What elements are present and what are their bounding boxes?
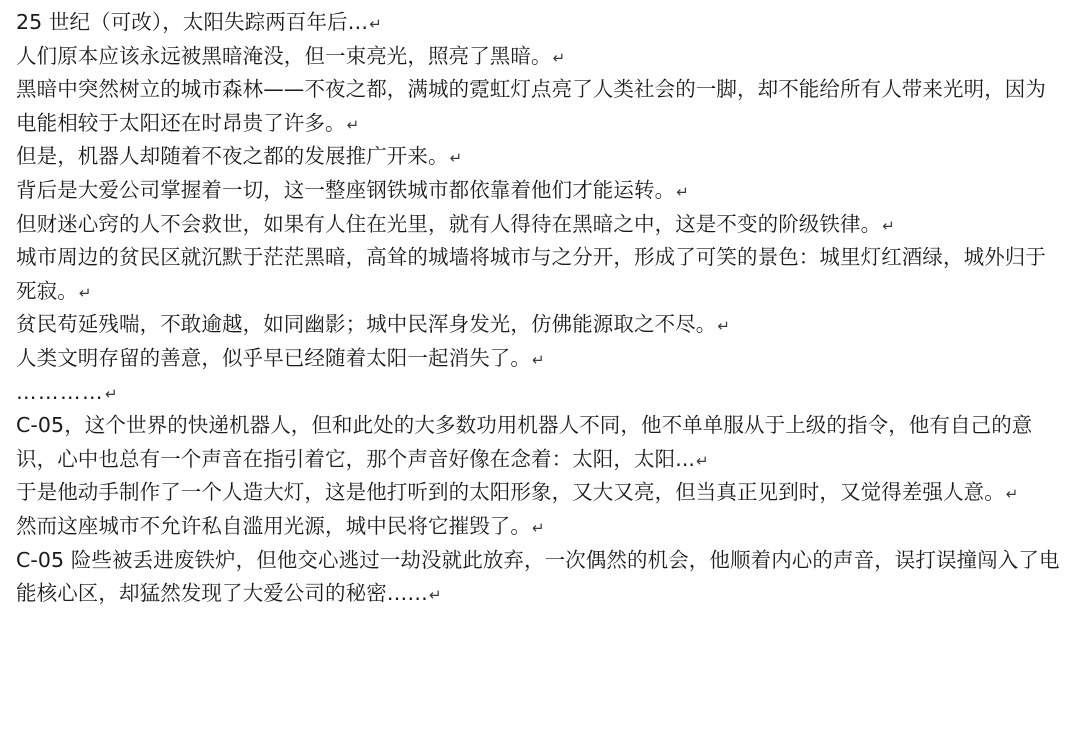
paragraph-mark: ↵ xyxy=(78,283,92,302)
paragraph xyxy=(16,40,1064,73)
paragraph-mark: ↵ xyxy=(532,519,545,538)
paragraph xyxy=(16,174,1064,207)
paragraph-mark: ↵ xyxy=(449,149,463,168)
paragraph xyxy=(16,140,1064,173)
paragraph-mark: ↵ xyxy=(105,384,120,403)
paragraph-text: 背后是大爱公司掌握着一切，这一整座钢铁城市都依靠着他们才能运转。 xyxy=(16,178,676,203)
paragraph-mark: ↵ xyxy=(532,351,545,370)
paragraph xyxy=(16,510,1064,543)
paragraph-mark: ↵ xyxy=(429,585,442,604)
paragraph-mark: ↵ xyxy=(696,451,709,470)
paragraph-text: 于是他动手制作了一个人造大灯，这是他打听到的太阳形象，又大又亮，但当真正见到时，又觉得差强人意。 xyxy=(16,480,1005,505)
document-body xyxy=(16,6,1064,610)
paragraph-text: 但是，机器人却随着不夜之都的发展推广开来。 xyxy=(16,144,449,169)
paragraph-text: 人们原本应该永远被黑暗淹没，但一束亮光，照亮了黑暗。 xyxy=(16,43,552,68)
paragraph xyxy=(16,544,1064,610)
paragraph-text: 但财迷心窍的人不会救世，如果有人住在光里，就有人得待在黑暗之中，这是不变的阶级铁律。 xyxy=(16,211,882,236)
paragraph-ellipsis xyxy=(16,376,1064,409)
paragraph-mark: ↵ xyxy=(717,317,731,336)
paragraph-mark: ↵ xyxy=(346,115,360,134)
paragraph-text: C-05，这个世界的快递机器人，但和此处的大多数功用机器人不同，他不单单服从于上级的指令，他有自己的意识，心中也总有一个声音在指引着它，那个声音好像在念着：太阳，太阳... xyxy=(16,413,1033,471)
paragraph-mark: ↵ xyxy=(882,216,895,235)
paragraph-mark: ↵ xyxy=(369,15,382,33)
paragraph xyxy=(16,241,1064,307)
paragraph-mark: ↵ xyxy=(1005,485,1019,504)
paragraph xyxy=(16,6,1064,39)
paragraph-mark: ↵ xyxy=(676,183,689,202)
paragraph xyxy=(16,342,1064,375)
paragraph-text: 城市周边的贫民区就沉默于茫茫黑暗，高耸的城墙将城市与之分开，形成了可笑的景色：城里灯红酒绿，城外归于死寂。 xyxy=(16,245,1046,303)
paragraph-text: C-05 险些被丢进废铁炉，但他交心逃过一劫没就此放弃，一次偶然的机会，他顺着内心的声音，误打误撞闯入了电能核心区，却猛然发现了大爱公司的秘密…… xyxy=(16,547,1060,605)
paragraph-text: 贫民苟延残喘，不敢逾越，如同幽影；城中民浑身发光，仿佛能源取之不尽。 xyxy=(16,312,717,337)
paragraph xyxy=(16,409,1064,475)
paragraph-mark: ↵ xyxy=(552,48,566,67)
paragraph xyxy=(16,308,1064,341)
paragraph xyxy=(16,208,1064,241)
paragraph-text: 25 世纪（可改），太阳失踪两百年后… xyxy=(16,10,369,34)
paragraph-text: ………… xyxy=(16,379,104,404)
paragraph-text: 然而这座城市不允许私自滥用光源，城中民将它摧毁了。 xyxy=(16,514,531,539)
paragraph-text: 人类文明存留的善意，似乎早已经随着太阳一起消失了。 xyxy=(16,346,531,371)
paragraph xyxy=(16,476,1064,509)
paragraph xyxy=(16,73,1064,139)
paragraph-text: 黑暗中突然树立的城市森林——不夜之都，满城的霓虹灯点亮了人类社会的一脚，却不能给所有人带来光明，因为电能相较于太阳还在时昂贵了许多。 xyxy=(16,77,1046,135)
